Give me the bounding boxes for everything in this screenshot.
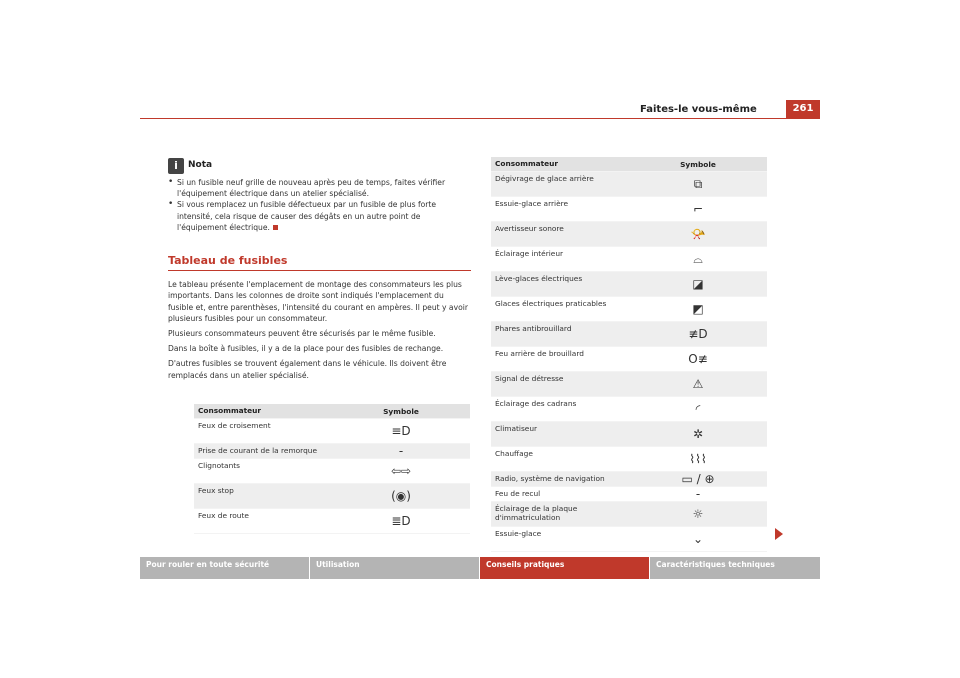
left-column [168,158,471,381]
consumer-cell: Radio, système de navigation [495,474,605,483]
table-row [491,397,767,422]
symbol-icon: ≢D [688,327,708,341]
paragraph-4: D'autres fusibles se trouvent également dans le véhicule. Ils doivent être remplacés dans un atelier spécialisé. [168,359,447,380]
section-title: Tableau de fusibles [168,255,471,271]
consumer-cell: Dégivrage de glace arrière [495,174,594,183]
paragraph-2: Plusieurs consommateurs peuvent être sécurisés par le même fusible. [168,329,436,339]
footer-tab-usage[interactable]: Utilisation [310,557,480,579]
table-row [491,422,767,447]
symbol-icon: ⌓ [693,251,703,266]
column-header-consumer: Consommateur [495,159,559,168]
table-row [491,322,767,347]
symbol-icon: 📯 [690,227,706,241]
footer-tab-practical-tips[interactable]: Conseils pratiques [480,557,650,579]
table-header-row [491,157,767,172]
consumer-cell: Éclairage des cadrans [495,399,577,408]
consumer-cell: Signal de détresse [495,374,564,383]
symbol-icon: ✲ [692,427,704,441]
consumer-cell: Lève-glaces électriques [495,274,583,283]
table-row [491,272,767,297]
table-row [491,297,767,322]
table-row [491,197,767,222]
symbol-icon: - [695,487,701,501]
consumer-cell: Feu de recul [495,489,541,498]
consumer-cell: Feux de croisement [198,421,271,430]
note-title: Nota [188,160,213,171]
symbol-icon: ⌇⌇⌇ [689,452,707,466]
column-header-consumer: Consommateur [198,406,262,415]
symbol-icon: ◪ [692,277,704,291]
table-row [491,372,767,397]
symbol-icon: ◩ [692,302,704,316]
symbol-icon: O≢ [688,352,708,366]
table-row [491,472,767,487]
page-number: 261 [786,100,820,118]
consumer-cell: Phares antibrouillard [495,324,572,333]
symbol-icon: ☼ [692,507,704,521]
consumer-cell: Éclairage de la plaque d'immatriculation [495,504,578,522]
symbol-icon: (◉) [391,489,411,503]
consumer-cell: Chauffage [495,449,533,458]
consumer-cell: Glaces électriques praticables [495,299,607,308]
end-of-section-icon [273,225,278,230]
symbol-icon: ⌄ [692,532,704,546]
symbol-icon: ◜ [695,402,701,416]
consumer-cell: Avertisseur sonore [495,224,564,233]
paragraph-3: Dans la boîte à fusibles, il y a de la place pour des fusibles de rechange. [168,344,444,354]
column-header-symbol: Symbole [383,406,419,416]
symbol-icon: ⇦⇨ [390,464,412,478]
symbol-icon: ⧉ [693,176,703,191]
table-row [194,484,470,509]
symbol-icon: ≡D [391,424,411,438]
footer-tab-technical-specs[interactable]: Caractéristiques techniques [650,557,820,579]
table-row [491,447,767,472]
paragraph-1: Le tableau présente l'emplacement de montage des consommateurs les plus importants. Dans les colonnes de droite sont indiqués l'emplacement du fusible et, entre parenthèses, l'intensité du courant en ampères. Il peut y avoir plusieurs fusibles pour un consommateur. [168,280,468,323]
note-bullet-1: • Si un fusible neuf grille de nouveau après peu de temps, faites vérifier l'équipement électrique dans un atelier spécialisé. [168,177,471,199]
table-row [194,459,470,484]
consumer-cell: Feux de route [198,511,249,520]
table-row [194,444,470,459]
note-icon: i [168,158,184,174]
consumer-cell: Prise de courant de la remorque [198,446,318,455]
continue-arrow-icon [775,528,783,540]
note-bullet-2-text: Si vous remplacez un fusible défectueux par un fusible de plus forte intensité, cela risque de causer des dégâts en un autre point de l'équipement électrique. [177,200,437,232]
table-header-row [194,404,470,419]
note-bullet-2 [168,199,471,233]
table-row [491,247,767,272]
section-header-title: Faites-le vous-même [640,104,757,115]
table-row [491,487,767,502]
table-row [491,222,767,247]
symbol-icon: - [398,444,404,458]
symbol-icon: ≣D [391,514,411,528]
consumer-cell: Feu arrière de brouillard [495,349,584,358]
consumer-cell: Essuie-glace arrière [495,199,569,208]
column-header-symbol: Symbole [680,159,716,169]
table-row [491,347,767,372]
table-row [491,502,767,527]
note-heading [168,158,471,174]
header-divider [140,118,820,119]
symbol-icon: ▭ / ⊕ [681,472,715,486]
consumer-cell: Clignotants [198,461,241,470]
footer-tab-safety[interactable]: Pour rouler en toute sécurité [140,557,310,579]
fuse-table-right [491,157,767,552]
table-row [491,527,767,552]
symbol-icon: ⚠ [692,377,704,391]
fuse-table-left [194,404,470,534]
footer-navigation [140,557,820,579]
consumer-cell: Climatiseur [495,424,538,433]
consumer-cell: Essuie-glace [495,529,542,538]
table-row [194,509,470,534]
symbol-icon: ⌐ [692,202,704,216]
consumer-cell: Feux stop [198,486,234,495]
table-row [194,419,470,444]
table-row [491,172,767,197]
consumer-cell: Éclairage intérieur [495,249,564,258]
